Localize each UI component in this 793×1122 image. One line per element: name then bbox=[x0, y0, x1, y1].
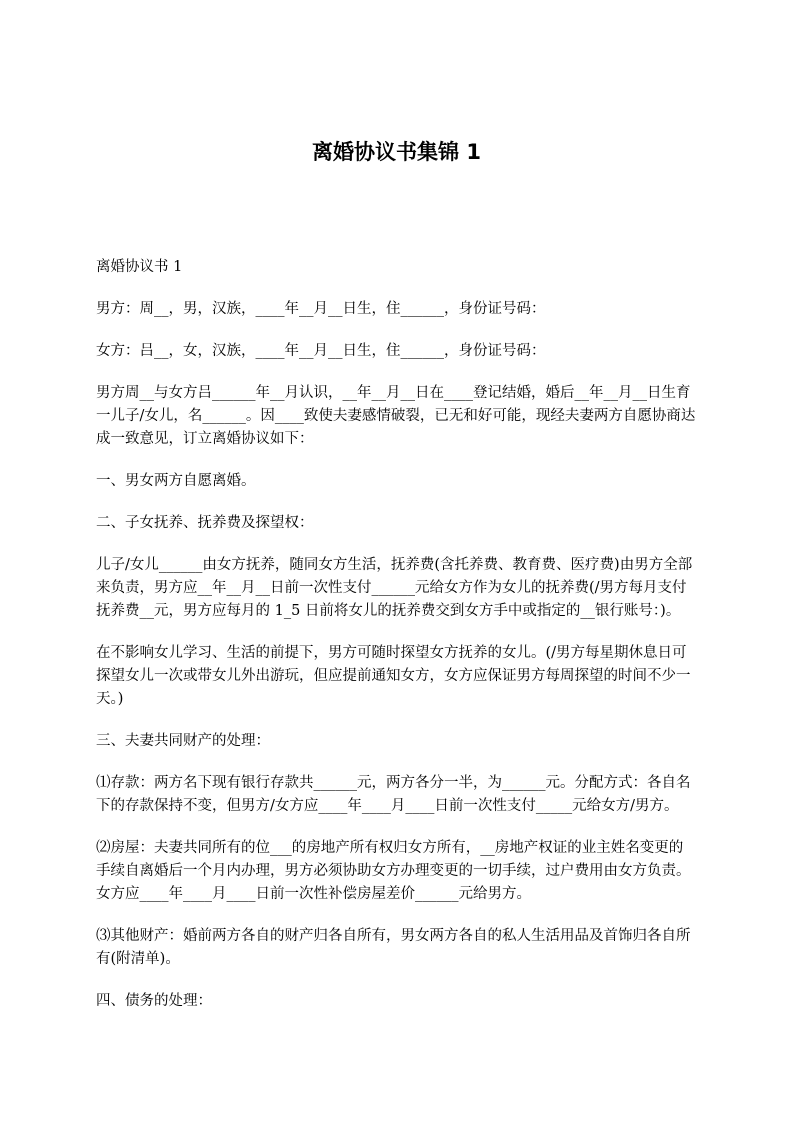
document-title: 离婚协议书集锦 1 bbox=[312, 140, 481, 164]
document-body bbox=[96, 256, 696, 1032]
paragraph-other-property: ⑶其他财产：婚前两方各自的财产归各自所有，男女两方各自的私人生活用品及首饰归各自所有(附清单)。 bbox=[96, 928, 691, 967]
paragraph-visitation: 在不影响女儿学习、生活的前提下，男方可随时探望女方抚养的女儿。(/男方每星期休息日可探望女儿一次或带女儿外出游玩，但应提前通知女方，女方应保证男方每周探望的时间不少一天。) bbox=[96, 645, 691, 707]
paragraph-male-party: 男方：周__，男，汉族，____年__月__日生，住______，身份证号码： bbox=[96, 301, 546, 317]
paragraph-heading: 离婚协议书 1 bbox=[96, 259, 183, 275]
paragraph-deposits: ⑴存款：两方名下现有银行存款共______元，两方各分一半，为______元。分配方式：各自名下的存款保持不变，但男方/女方应____年____月____日前一次性支付_____元给女方/男方。 bbox=[96, 775, 691, 814]
paragraph-house: ⑵房屋：夫妻共同所有的位___的房地产所有权归女方所有，__房地产权证的业主姓名变更的手续自离婚后一个月内办理，男方必须协助女方办理变更的一切手续，过户费用由女方负责。女方应____年____月____日前一次性补偿房屋差价______元给男方。 bbox=[96, 840, 691, 902]
section-1-divorce: 一、男女两方自愿离婚。 bbox=[96, 473, 256, 489]
paragraph-child-custody: 儿子/女儿______由女方抚养，随同女方生活，抚养费(含托养费、教育费、医疗费)由男方全部来负责，男方应__年__月__日前一次性支付______元给女方作为女儿的抚养费(/男方每月支付抚养费__元，男方应每月的 1_5 日前将女儿的抚养费交到女方手中或指定的__银行账号：)。 bbox=[96, 557, 693, 619]
paragraph-female-party: 女方：吕__，女，汉族，____年__月__日生，住______，身份证号码： bbox=[96, 343, 546, 359]
paragraph-background: 男方周__与女方吕______年__月认识，__年__月__日在____登记结婚，婚后__年__月__日生育一儿子/女儿，名______。因____致使夫妻感情破裂，已无和好可能，现经夫妻两方自愿协商达成一致意见，订立离婚协议如下： bbox=[96, 385, 696, 447]
section-3-heading: 三、夫妻共同财产的处理： bbox=[96, 733, 270, 749]
section-4-heading: 四、债务的处理： bbox=[96, 993, 212, 1009]
section-2-heading: 二、子女抚养、抚养费及探望权： bbox=[96, 515, 314, 531]
